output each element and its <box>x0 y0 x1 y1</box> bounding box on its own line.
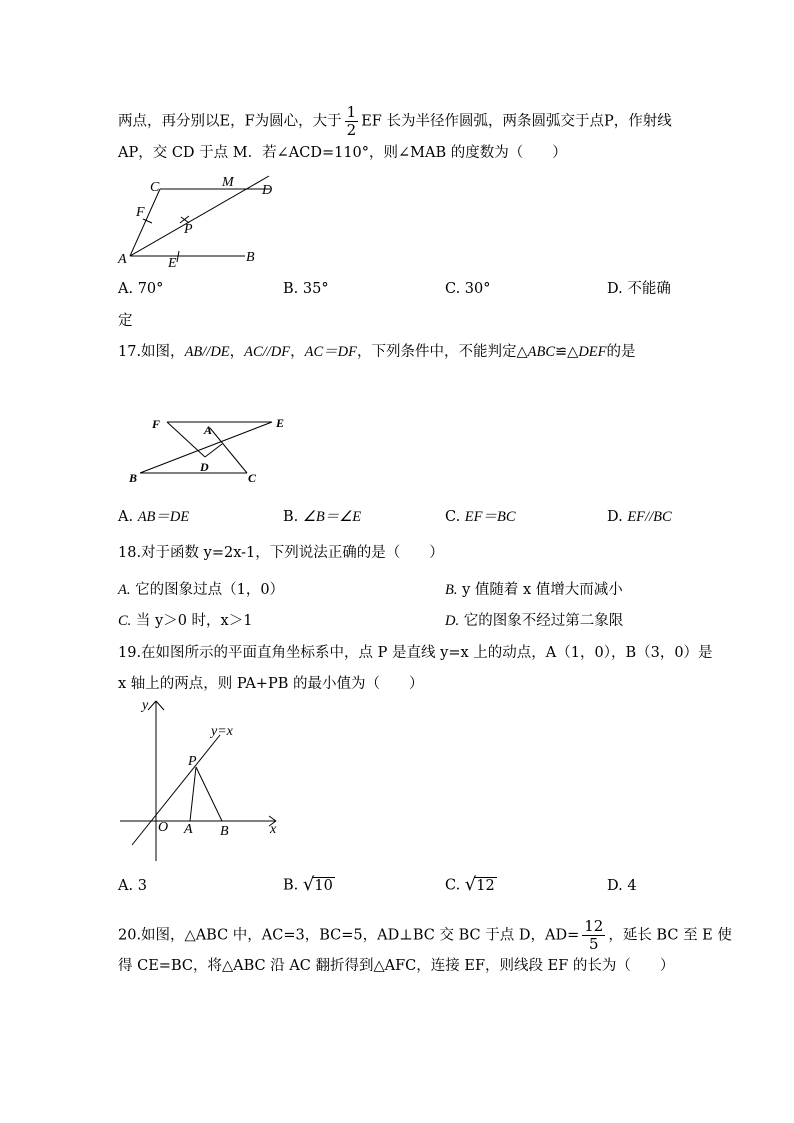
q18-option-b: B. y 值随着 x 值增大而减小 <box>445 582 623 598</box>
q18-option-a: A. 它的图象过点（1，0） <box>118 582 285 598</box>
q16-option-c: C. 30° <box>445 281 491 297</box>
q19-option-c: C. √12 <box>445 874 495 895</box>
q17-label-f: F <box>152 417 161 431</box>
q19-label-x-axis: x <box>270 822 277 837</box>
q20-fraction: $\frac{12}{5}$ <box>584 917 604 953</box>
q16-label-e: E <box>168 256 177 270</box>
q19-label-y-axis: y <box>142 698 149 713</box>
q16-line2: AP，交 CD 于点 M．若∠ACD=110°，则∠MAB 的度数为（ ） <box>118 145 567 161</box>
q16-option-b: B. 35° <box>283 281 329 297</box>
q16-label-m: M <box>222 175 234 190</box>
q19-label-line: y=x <box>211 724 233 739</box>
q19-option-b: B. √10 <box>283 874 333 895</box>
q17-option-b: B. ∠B＝∠E <box>283 509 362 525</box>
q17-option-d: D. EF//BC <box>607 509 672 525</box>
q16-option-d: D. 不能确 <box>607 281 671 297</box>
q16-option-d-wrap: 定 <box>118 313 133 329</box>
q17-label-e: E <box>276 416 285 430</box>
q19-label-p: P <box>188 754 197 769</box>
q16-label-d: D <box>262 183 273 198</box>
q20-line2: 得 CE=BC，将△ABC 沿 AC 翻折得到△AFC，连接 EF，则线段 EF 的长为（ ） <box>118 958 675 974</box>
q16-label-b: B <box>246 250 255 265</box>
q17-label-b: B <box>129 471 138 485</box>
q18-stem: 18.对于函数 y=2x-1，下列说法正确的是（ ） <box>118 545 444 561</box>
q17-label-d: D <box>200 460 209 474</box>
q17-option-a: A. AB＝DE <box>118 509 190 525</box>
q17-stem: 17.如图，AB//DE，AC//DF，AC＝DF，下列条件中，不能判定△ABC≌△DEF的是 <box>118 344 636 360</box>
q17-label-a: A <box>204 423 213 437</box>
q19-label-o: O <box>158 820 169 835</box>
q19-option-a: A. 3 <box>118 878 147 894</box>
q17-figure <box>125 410 295 490</box>
q16-label-p: P <box>184 222 193 237</box>
q19-option-d: D. 4 <box>607 878 637 894</box>
q19-label-a: A <box>184 822 193 837</box>
q18-option-c: C. 当 y＞0 时，x＞1 <box>118 613 253 629</box>
q16-label-a: A <box>118 252 127 267</box>
q16-figure <box>112 170 282 270</box>
q16-label-c: C <box>150 180 160 195</box>
q16-line1: 两点，再分别以E，F为圆心，大于 $\frac{1}{2}$ EF 长为半径作圆弧，两条圆弧交于点P，作射线 <box>118 103 672 139</box>
q19-figure <box>112 695 287 865</box>
q19-label-b: B <box>220 824 229 839</box>
q17-option-c: C. EF＝BC <box>445 509 516 525</box>
q19-line1: 19.在如图所示的平面直角坐标系中，点 P 是直线 y=x 上的动点，A（1，0），B（3，0）是 <box>118 645 713 661</box>
q18-option-d: D. 它的图象不经过第二象限 <box>445 613 624 629</box>
q17-label-c: C <box>248 471 257 485</box>
q16-fraction: $\frac{1}{2}$ <box>346 103 357 139</box>
q19-line2: x 轴上的两点，则 PA+PB 的最小值为（ ） <box>118 676 424 692</box>
q19-option-b-sqrt: √10 <box>302 874 333 895</box>
q16-option-a: A. 70° <box>118 281 164 297</box>
q20-line1: 20.如图，△ABC 中，AC=3，BC=5，AD⊥BC 交 BC 于点 D，AD= $\frac{12}{5}$ ，延长 BC 至 E 使 <box>118 917 732 953</box>
q19-option-c-sqrt: √12 <box>464 874 495 895</box>
q16-label-f: F <box>136 205 145 220</box>
